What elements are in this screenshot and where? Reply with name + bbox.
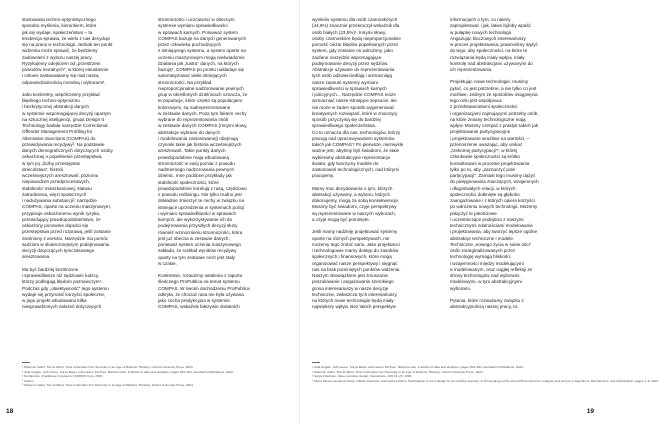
paragraph: informacjach o tym, co należy zaprojektować i jak, łatwo byłoby wpaść w pułapkę nowych technologii. Angażując kluczowych interesariuszy w proces projektowania, powinniśmy dążyć do tego, aby społeczności, na które te rozwiązania będą miały wpływ, miały kontrolę nad abstrakcjami używanymi do ich reprezentowania. xyxy=(450,17,538,72)
paragraph: Jeśli mamy nadzieję projektować systemy oparte na różnych perspektywach, nie możemy tego zrobić sami. Jako projektanci i technologowie mamy dostęp do zasobów społecznych i finansowych, które mogą organizować nasze perspektywy i sięgnąć nas na brak pominiętych punktów widzenia. Naszym obowiązkiem jest zmuszanie poszukiwanie i angażowanie szerokiego grona interesariuszy w nasze decyzje techniczne, zwłaszcza tych interesariuszy, na których nowe technologie będą miały największy wpływ. Bez takich perspektyw xyxy=(312,229,401,310)
paragraph: stosowania techno-optymistycznego sposobu myślenia, kierunkiem, które jak się wydaje, społeczeństwo – ta tendencja sprawia, że wielu z nas decyduje się na pracę w technologii. Jednak ten punkt widzenia może sprawić, że będziemy zadowoleni z wyboru naszej pracy. Ryzykujemy odejściem od „przestrzeni powodów moralnych”, w której nieustannie i celowo zastanawiamy się nad naszą odpowiedzialnością moralną i wyborami¹. xyxy=(22,17,113,85)
paragraph: Jako konkretny, współczesny przykład błędnego techno-optymizmu i bezkrytycznej abstrakcji danych w systemie wspomagającej decyzji opartym na sztucznej inteligencji, grupa Design It Technology badała narzędzie Correctional Offender Management Profiling for Alternative Sanctions (COMPAS) do przewidywania recydywy². Na podstawie danych demograficznych dotyczących osoby oskarżonej o popełnienie przestępstwa, w tym jej „liczby przestępstw dzieciństwa”, historii wcześniejszych aresztowań, poziomu niepowodzeń przedprocesowych, stabilności mieszkaniowej, statusu zatrudnienia, więzi społecznych i nadużywania substancji³, narzędzie COMPAS, oparte na uczeniu maszynowym, przypisuje oskarżonemu wynik ryzyka, przewidujący prawdopodobieństwo, że oskarżony ponownie dopuści się przestępstwa przed rozprawą, jeśli zostanie zwolniony z aresztu. Narzędzie ma pomóc sędziom w skuteczniejszym podejmowaniu decyzji dotyczących tymczasowego aresztowania. xyxy=(22,91,113,260)
footnote: ¹ Shannon Vallor. The AI Mirror: How to Reclaim Our Humanity in an Age of Machine Thinking. Oxford University Press, 2024. xyxy=(22,365,194,369)
footnote: ⁴ Ibidem. xyxy=(22,378,35,383)
page-number-right: 19 xyxy=(586,408,594,415)
paragraph: Mamy moc decydowania o tym, których abstrakcji używamy, a wyboru, których dokonujemy, mogą za sobą konsekwencje. Musimy być świadomi, czyje perspektywy są reprezentowane w naszych wyborach, a czyje mogą być pominięte. xyxy=(312,185,400,222)
left-page-footnotes xyxy=(22,365,290,388)
paragraph: wyników systemu dla osób czarnoskórych (44,9%) znacznie przekroczył wskaźnik dla osób białych (23,5%)¹. Innymi słowy, osoby czarnoskóre będą nieproporcjonalnie pomość cieżar błędów popełnianych przez system, gdy zostanie on wdrożony, jako zaufane narzędzie wspomagające podejmowanie decyzji przez sędziów. Abstrakcje używane do reprezentowania tych osób odzwierciedlają i wzmacniają nasze zepsute systemy wymiaru sprawiedliwości w sprawach karnych i policyjnych... Narzędzie COMPAS może wzmacniać nasze istniejące zepsucie, ale nie może w żaden sposób wygenerować kreatywnych rozwiązań, które w znaczący sposób przyczynią się do bardziej sprawiedliwego społeczeństwa. Co to oznacza dla nas, technologów, którzy pracują nad opracowywaniem systemów takich jak COMPAS? Po pierwsze, niezwykle ważne jest, abyśmy byli świadomi, że stale wybieramy abstrakcyjne reprezentacje świata, gdy tworzymy modele do zastosowań technologicznych, nad którymi pracujemy. xyxy=(312,17,404,179)
right-page-column-2 xyxy=(450,17,582,311)
page-gutter xyxy=(299,0,300,424)
left-page-column-2 xyxy=(158,17,290,311)
footnote: ³ Surya Friedman. Value sensitive design. Interactions, 3(6):16–23, 1996. xyxy=(312,374,413,378)
footnote: ³ Northpointe. Practitioner's Guide to COMPAS Core, 2015. xyxy=(22,374,104,378)
footnote: ⁵ Shannon Vallor. The AI Mirror: How to Reclaim Our Humanity in an Age of Machine Thinking. Oxford University Press, 2024. xyxy=(22,383,194,387)
right-page-footnotes xyxy=(312,365,659,383)
paragraph: stronniczości i uczciwości w obecnym systemie wymiaru sprawiedliwości w sprawach karnych. Ponieważ system COMPAS bazuje na danych generowanych przez człowieka pochodzących z istniejącego systemu, a system oparte na uczeniu maszynowym mogą nieświadomie działania jak „lustra” danych, na których bazują⁵, COMPAS po prostu naśladuje się automatyzować wiele istniejących stronniczości. Na przykład nieproporcjonalne nadzorowanie pewnych grup w określonych dzielnicach oznacza, że te populacje, które często są populacjami kolorowymi, są nadreprezentowane w zestawie danych. Poza tym faktem cechy wybrane do reprezentowania osób w zestawie danych COMPAS (mnymi słowy, abstrakcje wybrane do danych i modelowania zastosowanej) obejmują czynniki takie jak historia wcześniejszych aresztowań. Takie punkty danych prawdopodobnie mają wbudowaną stronniczość w swój pomiar z powodu nadmiernego nadzorowania pewnych dzielnic. Inne podobne przykłady jak stabilność społeczności, które prawdopodobnie korelują z rasą, częściowo z powodu redliningu. Nie tylko trudno jest dokładnie zmierzyć te cechy w związku na istniejące uprzedzenia w systemach policji i wymiaru sprawiedliwości w sprawach karnych, ale wykorzystywanie ich do podejmowania przyszłych decyzji służy również wzmocnieniu stronniczości, która jest już obecna w zestawie danych, ponieważ system uczenia maszynowego zakłada, że rozkład wyników recydywy oparty na tym zestawie cech jest stały w czasie. xyxy=(158,17,248,266)
page-number-left: 18 xyxy=(6,408,14,415)
footnote-rule xyxy=(312,362,320,363)
paragraph: Konkretnie, rozważmy ustalenia z raportu śledczego ProPublica na temat systemu COMPAS. W swoim dochodzeniu ProPublica odkryła, że chociaż rasa nie była używana jako cecha predykcyjna w systemie COMPAS, wskaźnik fałszywie dodatnich xyxy=(158,273,250,310)
footnote: ² Shannon Vallor. The AI Mirror: How to Reclaim Our Humanity in an Age of Machine Thinking. Oxford University Press, 2024. xyxy=(312,369,484,374)
paragraph: Projektując nowe technologie, musimy pytać, co jest potrzebne, a nie tylko co jest możliwe. Jednym ze sposobów osiągnięcia tego celu jest współpraca z przedstawicielami społeczności i organizacjami zajmującymi potrzeby osób, na które zmiany technologiczne mają wpływ. Musimy czerpać z praktyk takich jak projektowanie partycypacyjne i projektowanie wrażliwe na wartości, – przenoszenie uważając, aby unikać „rzekomej partycypacji”¹, w której członkowie społeczności są krótko konsultowani w procesie projektowania tylko po to, aby „zaznaczyć pole partycypacji”. Zamiast tego musimy dążyć do pielęgnowania znaczących, wzajemnych i długotrwałych relacji, w których społeczności dotknięte są głęboko zaangażowane i z których opiera korzyści po wdrożeniu nowych technologii. Możemy połączyć te jakościowe i uczestniczące podejścia z naszymi technicznymi zdolnościami modelowania i projektowania, aby tworzyć lepsze ogólne abstrakcje techniczne i modele. Techniczne „nowego życia w sukie ości” osób zmarginalizowanych przez technologię wymagą bliskości i wzajemności między modelującymi a modelowanym, oraz ciągłej refleksji ze strony technologów nad wyborami modelowymi, w tym abstrakcyjnymi wyborami. xyxy=(450,79,539,291)
right-page-column-1 xyxy=(312,17,444,311)
left-page-column-1 xyxy=(22,17,154,311)
footnote: ² Julia Angwin, Jeff Larson, Surya Mattu, and Lauren Kirchner. Machine bias. In Ethics of data and analytics, pages 254–264. Auerbach Publications, 2022. xyxy=(22,369,234,374)
footnote: ¹ Julia Angwin, Jeff Larson, Surya Mattu, and Lauren Kirchner. Machine bias. In Ethics of data and analytics, pages 254–264. Auerbach Publications, 2022. xyxy=(312,365,524,369)
paragraph: Ma być bardziej bezstronne i sprawiedliwsze niż sędziowie ludzcy, którzy podlegają błędom poznawczym⁴. Podczas gdy „obiektywność” tego systemu wydaje się przynosić korzyści społeczne, w jego projekt wbudowano kilka niesprawdzonych założeń dotyczących xyxy=(22,266,109,310)
footnote-rule xyxy=(22,362,30,363)
footnote: ⁴ Mona Sloane, Emanuel Moss, Olaitan Awomolo, and Laura Forlano. Participation is not a design fix for machine learning. In Proceedings of the 2nd ACM Conference on Equity and Access in Algorithms, Mechanisms, and Optimization, pages 1–6, 2022. xyxy=(312,378,659,383)
paragraph: Pytania, które rozważamy związku z abstrakcyjnością naszej pracy, to: xyxy=(450,298,524,310)
